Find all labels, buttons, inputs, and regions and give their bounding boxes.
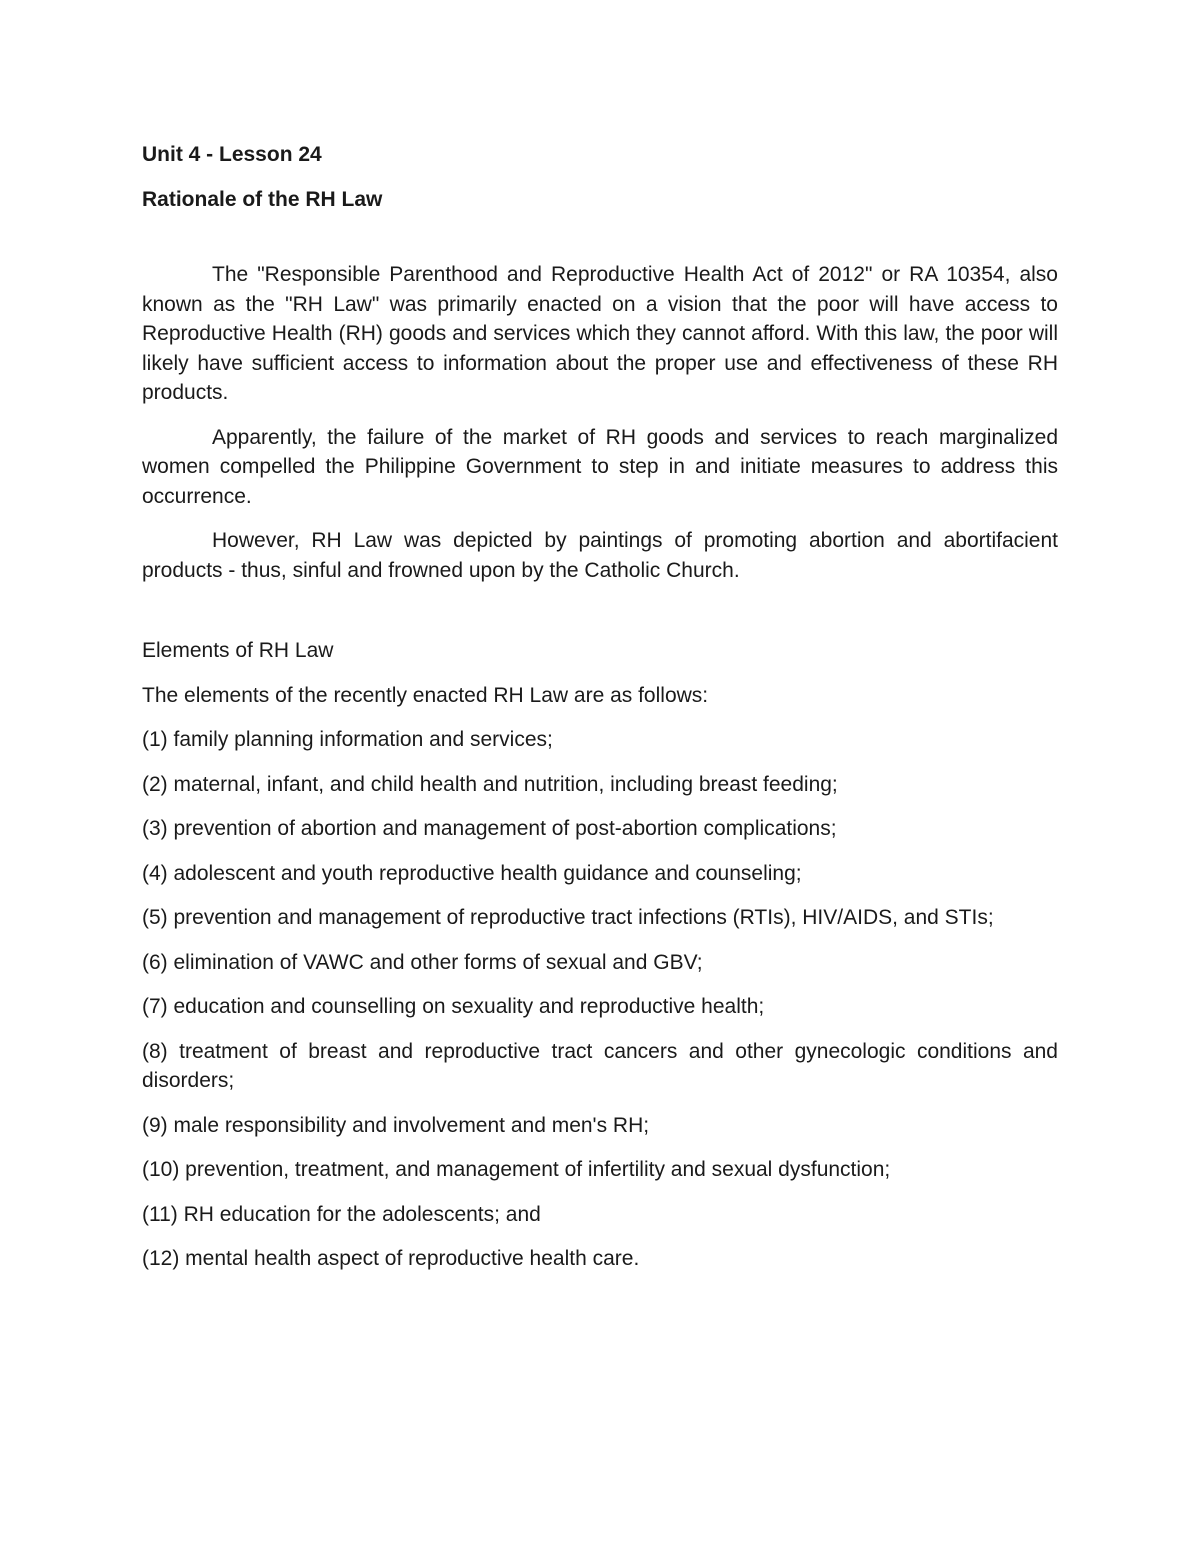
- list-item: (7) education and counselling on sexuality and reproductive health;: [142, 995, 765, 1018]
- list-item: (8) treatment of breast and reproductive tract cancers and other gynecologic conditions and disorders;: [142, 1039, 1058, 1092]
- list-item: (5) prevention and management of reproductive tract infections (RTIs), HIV/AIDS, and STIs;: [142, 906, 994, 929]
- list-item: (1) family planning information and services;: [142, 728, 553, 751]
- document-page: [142, 140, 1058, 1289]
- paragraph: However, RH Law was depicted by paintings of promoting abortion and abortifacient products - thus, sinful and frowned upon by the Catholic Church.: [142, 529, 1058, 582]
- list-item: (6) elimination of VAWC and other forms of sexual and GBV;: [142, 950, 703, 974]
- elements-intro: The elements of the recently enacted RH Law are as follows:: [142, 683, 709, 707]
- list-item: (12) mental health aspect of reproductive health care.: [142, 1247, 640, 1270]
- list-item: (11) RH education for the adolescents; and: [142, 1202, 541, 1226]
- list-item: (4) adolescent and youth reproductive health guidance and counseling;: [142, 861, 802, 885]
- list-item: (10) prevention, treatment, and management of infertility and sexual dysfunction;: [142, 1158, 891, 1181]
- list-item: (2) maternal, infant, and child health and nutrition, including breast feeding;: [142, 772, 838, 796]
- list-item: (9) male responsibility and involvement and men's RH;: [142, 1113, 650, 1137]
- lesson-title: Rationale of the RH Law: [142, 188, 383, 211]
- elements-heading: Elements of RH Law: [142, 639, 334, 662]
- spacer: [142, 600, 1058, 636]
- paragraph: The "Responsible Parenthood and Reproductive Health Act of 2012" or RA 10354, also known as the "RH Law" was primarily enacted on a vision that the poor will have access to Reproductive Health (RH) goods and services which they cannot afford. With this law, the poor will likely have sufficient access to information about the proper use and effectiveness of these RH products.: [142, 263, 1058, 404]
- unit-title: Unit 4 - Lesson 24: [142, 143, 322, 166]
- list-item: (3) prevention of abortion and management of post-abortion complications;: [142, 817, 837, 840]
- paragraph: Apparently, the failure of the market of RH goods and services to reach marginalized women compelled the Philippine Government to step in and initiate measures to address this occurrence.: [142, 425, 1058, 508]
- spacer: [142, 230, 1058, 260]
